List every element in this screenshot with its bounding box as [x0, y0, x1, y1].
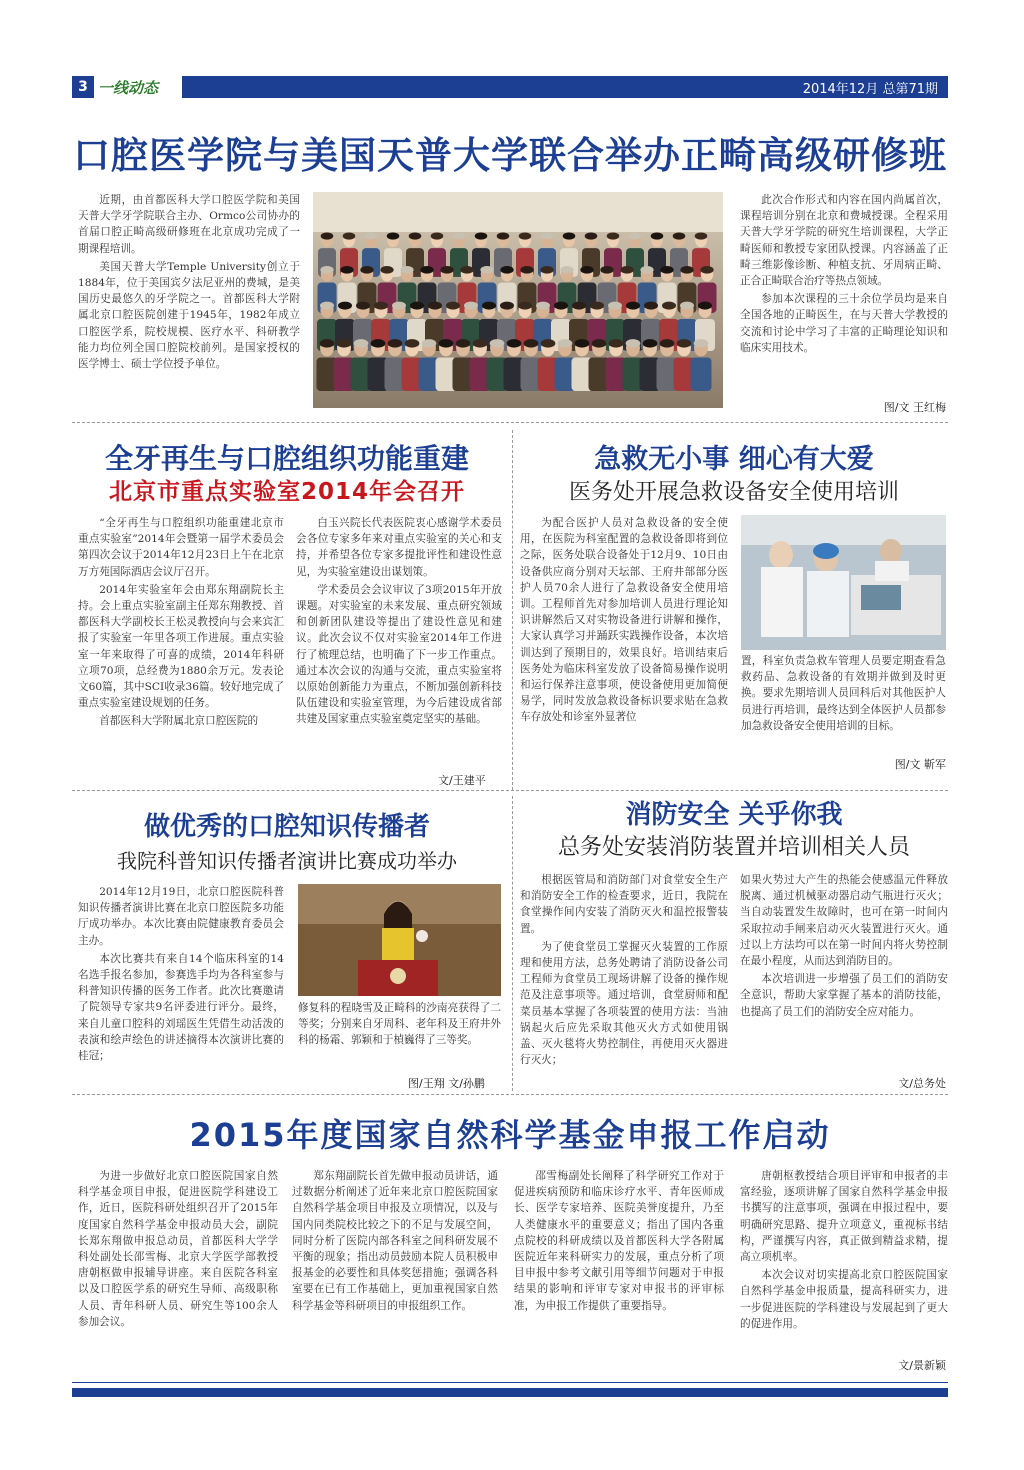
- article1-left-p2: 美国天普大学Temple University创立于1884年，位于美国宾夕法尼亚州的费城，是美国历史最悠久的牙学院之一。首都医科大学附属北京口腔医院创建于1945年，1982年成立口腔医学系，院校规模、医疗水平、科研教学能力均位列全国口腔院校前列。是国家授权的医学博士、硕士学位授予单位。: [78, 260, 300, 371]
- page-number: 3: [72, 76, 94, 98]
- article6-title: 2015年度国家自然科学基金申报工作启动: [189, 1116, 831, 1154]
- article6-c2: 郑东翔副院长首先做申报动员讲话，通过数据分析阐述了近年来北京口腔医院国家自然科学基金项目申报及立项情况，以及与国内同类院校比较之下的不足与发展空间，同时分析了医院内部各科室之间科研发展不平衡的现象；指出动员鼓励本院人员积极申报基金的必要性和具体奖惩措施；强调各科室要在已有工作基础上，更加重视国家自然科学基金等科研项目的申报组织工作。: [292, 1170, 498, 1312]
- article2-c1-p2: 2014年实验室年会由郑东翔副院长主持。会上重点实验室副主任郑东翔教授、首都医科大学副校长王松灵教授向与会来宾汇报了实验室一年里各项工作进展。重点实验室一年来取得了可喜的成绩，2014年科研立项70项，总经费为1880余万元。发表论文60篇，其中SCI收录36篇。较好地完成了重点实验室建设规划的任务。: [78, 583, 284, 710]
- divider-4: [512, 796, 513, 1091]
- article4-column-2: [298, 1000, 501, 1072]
- article4-p3: 修复科的程晓雪及正畸科的沙南亮获得了二等奖；分别来自牙周科、老年科及王府井外科的杨霜、郭颖和于楨巍得了三等奖。: [298, 1002, 501, 1047]
- article5-c1-p1: 根据医管局和消防部门对食堂安全生产和消防安全工作的检查要求，近日，我院在食堂操作间内安装了消防灭火和温控报警装置。: [520, 874, 728, 935]
- article2-column-2: [296, 515, 502, 750]
- article4-column-1: [78, 884, 284, 1074]
- footer-line: [72, 1382, 948, 1383]
- article1-credit: 图/文 王红梅: [883, 401, 946, 414]
- article2-title: 全牙再生与口腔组织功能重建: [104, 442, 469, 475]
- article3-column-2: [741, 653, 946, 753]
- article5-credit: 文/总务处: [898, 1077, 946, 1090]
- training-photo: [741, 515, 946, 650]
- section-name: 一线动态: [98, 79, 159, 97]
- article2-c1-p1: “全牙再生与口腔组织功能重建北京市重点实验室”2014年会暨第一届学术委员会第四次会议于2014年12月23日上午在北京万方苑国际酒店会议厅召开。: [78, 517, 284, 578]
- article1-right-p1: 此次合作形式和内容在国内尚属首次，课程培训分别在北京和费城授课。全程采用天普大学牙学院的研究生培训课程，大学正畸医师和教授专家团队授课。内容涵盖了正畸三维影像诊断、种植支抗、牙周病正畸、正合正畸联合治疗等热点领域。: [740, 194, 948, 288]
- group-photo: [313, 192, 723, 408]
- article3-credit: 图/文 靳军: [894, 758, 946, 771]
- article5-c2-p1: 如果火势过大产生的热能会使感温元件释放脱离、通过机械驱动器启动气瓶进行灭火；当自动装置发生故障时，也可在第一时间内采取拉动手闸来启动灭火装置进行灭火。通过以上方法均可以在第一时间内将火势控制在最小程度，从而达到消防目的。: [740, 874, 948, 968]
- article1-right-p2: 参加本次课程的三十余位学员均是来自全国各地的正畸医生，在与天普大学教授的交流和讨论中学习了丰富的正畸理论知识和临床实用技术。: [740, 293, 948, 354]
- article6-credit: 文/景新颖: [898, 1359, 946, 1372]
- article3-p2: 置，科室负责急救车管理人员要定期查看急救药品、急救设备的有效期并做到及时更换。要求先期培训人员回科后对其他医护人员进行再培训，最终达到全体医护人员都参加急救设备安全使用培训的目标。: [741, 655, 946, 732]
- article4-credit: 图/王翔 文/孙鹏: [408, 1077, 485, 1090]
- article4-p2: 本次比赛共有来自14个临床科室的14名选手报名参加，参赛选手均为各科室参与科普知识传播的医务工作者。此次比赛邀请了院领导专家共9名评委进行评分。最终，来自儿童口腔科的刘瑶医生凭借生动活泼的表演和绘声绘色的讲述摘得本次演讲比赛的桂冠；: [78, 952, 284, 1063]
- article4-subtitle: 我院科普知识传播者演讲比赛成功举办: [117, 849, 457, 873]
- divider-5: [72, 1094, 948, 1095]
- article1-left-p1: 近期，由首都医科大学口腔医学院和美国天普大学牙学院联合主办、Ormco公司协办的首届口腔正畸高级研修班在北京成功完成了一期课程培训。: [78, 194, 300, 255]
- article2-c2-p1: 白玉兴院长代表医院衷心感谢学术委员会各位专家多年来对重点实验室的关心和支持，并希望各位专家多提批评性和建设性意见，为实验室建设出谋划策。: [296, 517, 502, 578]
- article2-c1-p3: 首都医科大学附属北京口腔医院的: [99, 715, 259, 728]
- speaker-photo: [298, 884, 501, 996]
- article2-column-1: [78, 515, 284, 750]
- article5-column-2: [740, 872, 948, 1067]
- divider-1: [72, 422, 948, 423]
- article6-column-3: [514, 1168, 724, 1358]
- article2-c2-p2: 学术委员会会议审议了3项2015年开放课题。对实验室的未来发展、重点研究领域和创新团队建设等提出了建设性意见和建议。此次会议不仅对实验室2014年工作进行了梳理总结，也明确了下一步工作重点。通过本次会议的沟通与交流，重点实验室将以原始创新能力为重点，不断加强创新科技队伍建设和实验室管理，为今后建设成省部共建及国家重点实验室奠定坚实的基础。: [296, 583, 502, 726]
- article5-subtitle: 总务处安装消防装置并培训相关人员: [557, 835, 910, 860]
- article2-credit: 文/王建平: [438, 774, 486, 787]
- page-header: [72, 76, 948, 98]
- article6-c1: 为进一步做好北京口腔医院国家自然科学基金项目申报，促进医院学科建设工作，近日，医院科研处组织召开了2015年度国家自然科学基金申报动员大会，副院长郑东翔做申报总动员，首都医科大学学科处副处长邵雪梅、北京大学医学部教授唐朝枢做申报辅导讲座。来自医院各科室以及口腔医学系的研究生导师、高级职称人员、青年科研人员、研究生等100余人参加会议。: [78, 1170, 278, 1328]
- article1-title: 口腔医学院与美国天普大学联合举办正畸高级研修班: [73, 134, 947, 177]
- article6-c4-p1: 唐朝枢教授结合项目评审和申报者的丰富经验，逐项讲解了国家自然科学基金申报书撰写的注意事项，强调在申报过程中，要明确研究思路、提升立项意义，重视标书结构，严谨撰写内容，真正做到精益求精，提高立项机率。: [740, 1170, 948, 1264]
- article5-c2-p2: 本次培训进一步增强了员工们的消防安全意识，帮助大家掌握了基本的消防技能，也提高了员工们的消防安全应对能力。: [740, 973, 948, 1018]
- article5-column-1: [520, 872, 728, 1077]
- divider-2: [512, 430, 513, 790]
- article1-right-column: [740, 192, 948, 382]
- article1-left-column: [78, 192, 300, 412]
- header-bar: [182, 76, 948, 98]
- article6-c4-p2: 本次会议对切实提高北京口腔医院国家自然科学基金申报质量，提高科研实力，进一步促进医院的学科建设与发展起到了更大的促进作用。: [740, 1269, 948, 1330]
- footer-bar: [72, 1388, 948, 1397]
- article5-c1-p2: 为了使食堂员工掌握灭火装置的工作原理和使用方法，总务处聘请了消防设备公司工程师为食堂员工现场讲解了设备的操作规范及注意事项等。通过培训，食堂厨师和配菜员基本掌握了各项装置的使用方法：当油锅起火后应先采取其他灭火方式如使用锅盖、灭火毯将火势控制住，再使用灭火器进行灭火；: [520, 940, 728, 1067]
- article6-column-4: [740, 1168, 948, 1358]
- article3-subtitle: 医务处开展急救设备安全使用培训: [568, 480, 899, 505]
- article2-subtitle: 北京市重点实验室2014年会召开: [108, 479, 465, 505]
- article3-p1: 为配合医护人员对急救设备的安全使用，在医院为科室配置的急救设备即将到位之际，医务处联合设备处于12月9、10日由设备供应商分别对天坛部、王府井部部分医护人员70余人进行了急救设备安全使用培训。工程师首先对参加培训人员进行理论知识讲解然后又对实物设备进行讲解和操作，大家认真学习并踊跃实践操作设备，本次培训达到了预期目的，效果良好。培训结束后医务处为临床科室发放了设备简易操作说明和运行保养注意事项，使设备使用更加简便易学，同时发放急救设备标识要求贴在急救车存放处和诊室外显著位: [520, 517, 728, 724]
- article3-column-1: [520, 515, 728, 755]
- article6-c3: 邵雪梅副处长阐释了科学研究工作对于促进疾病预防和临床诊疗水平、青年医师成长、医学专家培养、医院美誉度提升，乃至人类健康水平的重要意义；指出了国内各重点院校的科研成绩以及首都医科大学各附属医院近年来科研实力的发展，重点分析了项目申报中参考文献引用等细节问题对于申报结果的影响和评审专家对申报书的评审标准，为申报工作提供了重要指导。: [514, 1170, 724, 1312]
- article5-title: 消防安全 关乎你我: [625, 800, 843, 830]
- issue-info: 2014年12月 总第71期: [802, 82, 938, 97]
- article4-title: 做优秀的口腔知识传播者: [143, 812, 430, 842]
- article4-p1: 2014年12月19日，北京口腔医院科普知识传播者演讲比赛在北京口腔医院多功能厅成功举办。本次比赛由院健康教育委员会主办。: [78, 886, 284, 947]
- divider-3: [72, 790, 948, 791]
- article6-column-1: [78, 1168, 278, 1358]
- article3-title: 急救无小事 细心有大爱: [594, 444, 874, 475]
- article6-column-2: [292, 1168, 498, 1358]
